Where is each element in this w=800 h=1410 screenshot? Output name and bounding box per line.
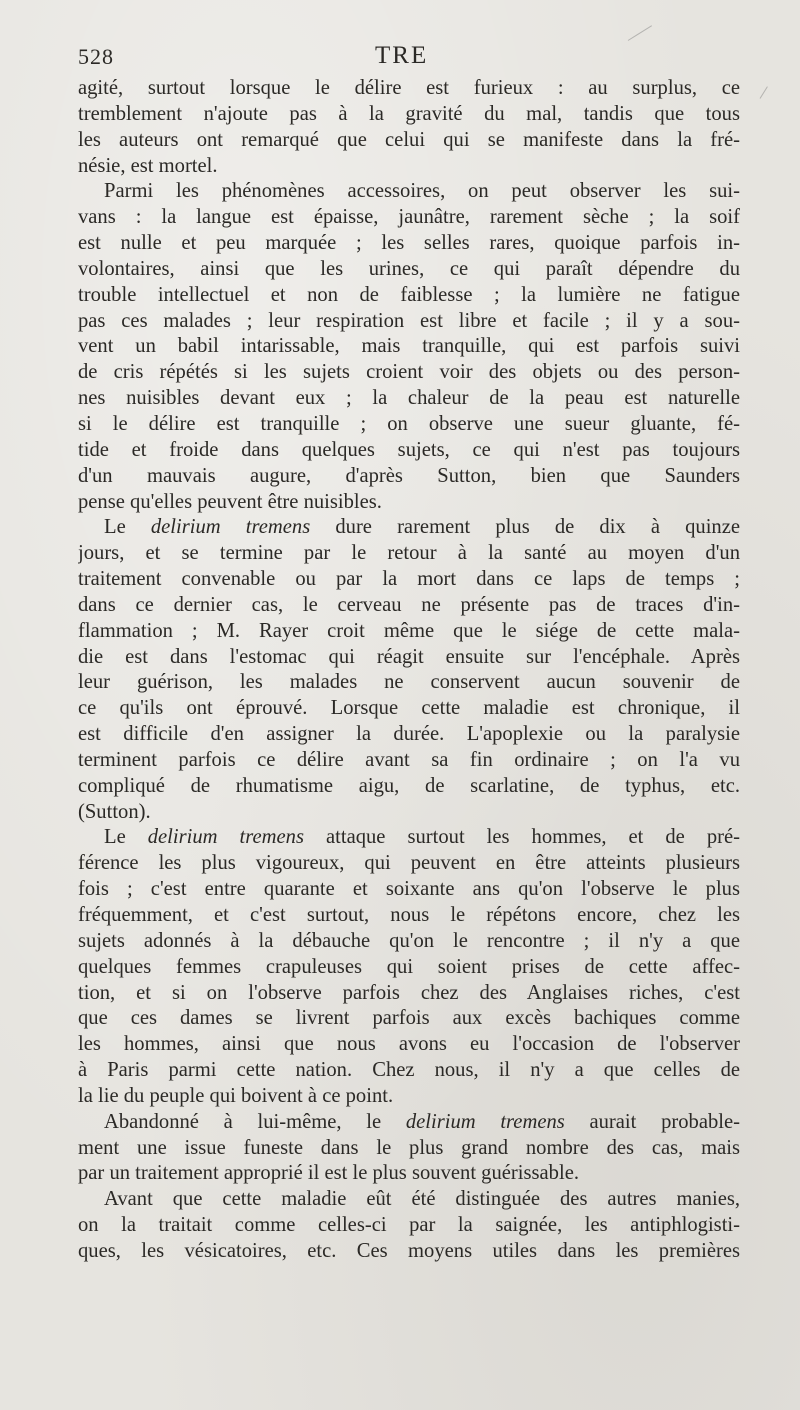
text-line: d'un mauvais augure, d'après Sutton, bien que Saunders [78,464,740,487]
paragraph [78,825,740,1109]
text-line: volontaires, ainsi que les urines, ce qui paraît dépendre du [78,257,740,280]
text-line: Abandonné à lui-même, le delirium tremens aurait probable- [104,1110,740,1133]
text-line: die est dans l'estomac qui réagit ensuite sur l'encéphale. Après [78,645,740,668]
text-line: est nulle et peu marquée ; les selles rares, quoique parfois in- [78,232,740,255]
text-line: que ces dames se livrent parfois aux excès bachiques comme [78,1007,740,1030]
text-line: nésie, est mortel. [78,154,218,177]
text-line: Parmi les phénomènes accessoires, on peut observer les sui- [104,180,740,203]
text-line: dans ce dernier cas, le cerveau ne présente pas de traces d'in- [78,593,740,616]
paragraph [78,515,740,825]
text-line: leur guérison, les malades ne conservent aucun souvenir de [78,671,740,694]
text-line: vans : la langue est épaisse, jaunâtre, rarement sèche ; la soif [78,206,740,229]
text-line: ques, les vésicatoires, etc. Ces moyens utiles dans les premières [78,1239,740,1262]
text-line: pas ces malades ; leur respiration est libre et facile ; il y a sou- [78,309,740,332]
text-line: tion, et si on l'observe parfois chez des Anglaises riches, c'est [78,981,740,1004]
text-line: ment une issue funeste dans le plus grand nombre des cas, mais [78,1136,740,1159]
paragraph [78,1187,740,1265]
text-line: vent un babil intarissable, mais tranquille, qui est parfois suivi [78,335,740,358]
pencil-mark [628,25,652,41]
paragraph [78,1110,740,1188]
text-line: nes nuisibles devant eux ; la chaleur de la peau est naturelle [78,387,740,410]
text-line: (Sutton). [78,800,151,823]
text-line: pense qu'elles peuvent être nuisibles. [78,490,382,513]
page-number: 528 [78,44,114,69]
text-line: si le délire est tranquille ; on observe une sueur gluante, fé- [78,412,740,435]
latin-term: delirium tremens [150,516,311,539]
body-text [78,76,740,1265]
paragraph [78,76,740,179]
latin-term: delirium tremens [147,826,304,849]
text-line: compliqué de rhumatisme aigu, de scarlatine, de typhus, etc. [78,774,740,797]
text-line: traitement convenable ou par la mort dans ce laps de temps ; [78,568,740,591]
page-header [78,42,740,76]
text-line: flammation ; M. Rayer croit même que le siége de cette mala- [78,619,740,642]
paragraph [78,179,740,515]
text-line: est difficile d'en assigner la durée. L'apoplexie ou la paralysie [78,723,740,746]
text-line: fois ; c'est entre quarante et soixante ans qu'on l'observe le plus [78,878,740,901]
running-head: TRE [375,42,429,69]
text-line: Avant que cette maladie eût été distinguée des autres manies, [104,1188,740,1211]
latin-term: delirium tremens [405,1110,565,1133]
text-line: de cris répétés si les sujets croient voir des objets ou des person- [78,361,740,384]
text-line: sujets adonnés à la débauche qu'on le rencontre ; il n'y a que [78,929,740,952]
page-content [78,42,740,1265]
text-line: trouble intellectuel et non de faiblesse ; la lumière ne fatigue [78,283,740,306]
text-line: fréquemment, et c'est surtout, nous le répétons encore, chez les [78,904,740,926]
text-line: par un traitement approprié il est le plus souvent guérissable. [78,1162,579,1185]
text-line: la lie du peuple qui boivent à ce point. [78,1084,394,1107]
text-line: tremblement n'ajoute pas à la gravité du mal, tandis que tous [78,102,740,125]
pencil-mark [760,86,768,98]
text-line: les hommes, ainsi que nous avons eu l'occasion de l'observer [78,1033,740,1056]
text-line: à Paris parmi cette nation. Chez nous, il n'y a que celles de [78,1059,740,1082]
text-line: Le delirium tremens dure rarement plus de dix à quinze [104,516,740,539]
text-line: ce qu'ils ont éprouvé. Lorsque cette maladie est chronique, il [78,697,740,720]
text-line: férence les plus vigoureux, qui peuvent en être atteints plusieurs [78,852,740,875]
text-line: on la traitait comme celles-ci par la saignée, les antiphlogisti- [78,1214,740,1237]
text-line: jours, et se termine par le retour à la santé au moyen d'un [78,542,740,565]
text-line: quelques femmes crapuleuses qui soient prises de cette affec- [78,955,740,978]
text-line: Le delirium tremens attaque surtout les hommes, et de pré- [104,826,740,849]
text-line: terminent parfois ce délire avant sa fin ordinaire ; on l'a vu [78,748,740,771]
text-line: agité, surtout lorsque le délire est furieux : au surplus, ce [78,77,740,99]
text-line: tide et froide dans quelques sujets, ce qui n'est pas toujours [78,438,740,461]
text-line: les auteurs ont remarqué que celui qui se manifeste dans la fré- [78,128,740,151]
